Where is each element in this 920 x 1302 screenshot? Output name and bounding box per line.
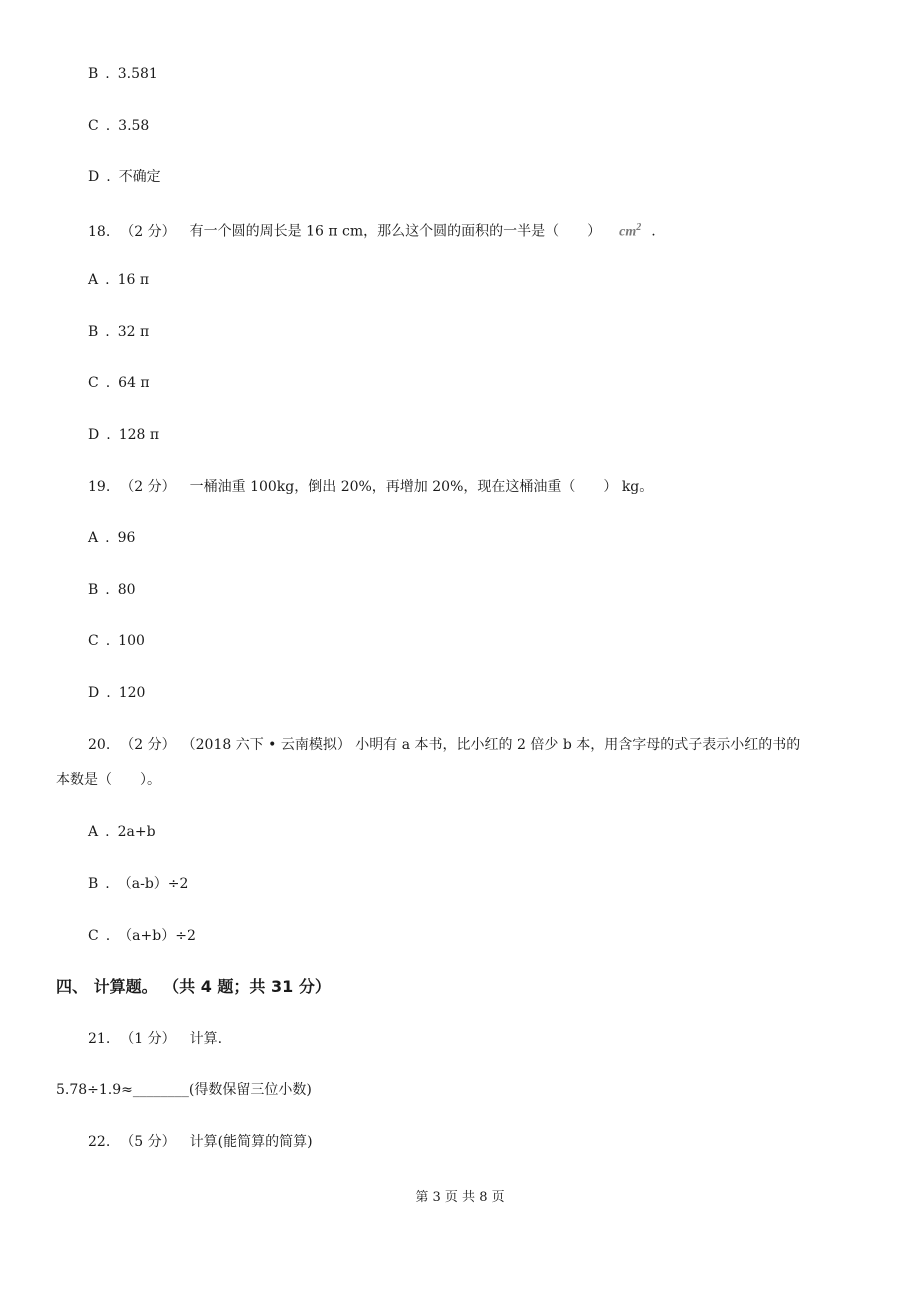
question-number: 18. <box>88 223 111 240</box>
q17-option-d: D . 不确定 <box>88 169 161 185</box>
question-number: 20. <box>88 737 111 753</box>
question-text: （2018 六下 • 云南模拟） 小明有 a 本书，比小红的 2 倍少 b 本，用含字母的式子表示小红的书的 <box>181 737 801 753</box>
q18-option-d: D . 128 π <box>88 427 160 443</box>
question-tail: . <box>651 223 656 240</box>
q18-option-a: A . 16 π <box>88 272 150 288</box>
q18-option-b: B . 32 π <box>88 324 150 340</box>
q22-stem <box>88 1132 313 1152</box>
option-letter: A <box>88 530 99 546</box>
q20-option-b: B . （a-b）÷2 <box>88 876 189 892</box>
option-text: 96 <box>117 530 136 546</box>
page-footer: 第 3 页 共 8 页 <box>415 1190 505 1205</box>
option-letter: A <box>88 272 99 288</box>
option-text: 80 <box>117 582 136 598</box>
q17-option-b: B . 3.581 <box>88 66 158 82</box>
question-text-continued: 本数是（ ）。 <box>56 772 161 788</box>
option-text: 64 π <box>118 375 150 391</box>
question-text: 计算(能简算的简算) <box>189 1134 313 1150</box>
option-letter: B <box>88 324 99 340</box>
q20-option-c: C . （a+b）÷2 <box>88 928 196 944</box>
option-letter: C <box>88 118 99 134</box>
q19-option-c: C . 100 <box>88 633 145 649</box>
option-text: 128 π <box>118 427 160 443</box>
option-text: 3.58 <box>118 118 150 134</box>
question-text: 计算. <box>189 1031 223 1047</box>
q19-option-b: B . 80 <box>88 582 136 598</box>
q21-expression: 5.78÷1.9≈________(得数保留三位小数) <box>56 1082 312 1098</box>
option-letter: D <box>88 169 100 185</box>
question-score: （5 分） <box>120 1134 176 1150</box>
option-letter: B <box>88 582 99 598</box>
question-score: （1 分） <box>120 1031 176 1047</box>
option-letter: B <box>88 66 99 82</box>
option-text: 2a+b <box>117 824 156 840</box>
option-text: 120 <box>118 685 146 701</box>
question-number: 19. <box>88 479 111 495</box>
option-text: （a-b）÷2 <box>117 876 189 892</box>
question-score: （2 分） <box>120 737 176 753</box>
option-text: 16 π <box>117 272 150 288</box>
option-letter: D <box>88 427 100 443</box>
q17-option-c: C . 3.58 <box>88 118 150 134</box>
option-text: （a+b）÷2 <box>118 928 196 944</box>
option-letter: C <box>88 928 99 944</box>
option-letter: B <box>88 876 99 892</box>
option-text: 不确定 <box>118 169 161 185</box>
question-text: 一桶油重 100kg，倒出 20%，再增加 20%，现在这桶油重（ ） kg。 <box>189 479 654 495</box>
q18-option-c: C . 64 π <box>88 375 150 391</box>
option-letter: C <box>88 633 99 649</box>
unit-cm2-image: $cm^2$ <box>619 222 642 240</box>
question-score: （2 分） <box>120 479 176 495</box>
question-number: 21. <box>88 1031 111 1047</box>
option-text: 100 <box>118 633 145 649</box>
q19-option-d: D . 120 <box>88 685 146 701</box>
q19-option-a: A . 96 <box>88 530 136 546</box>
q18-stem <box>88 218 656 243</box>
section-heading: 四、 计算题。 （共 4 题；共 31 分） <box>56 977 331 996</box>
option-letter: D <box>88 685 100 701</box>
question-text: 有一个圆的周长是 16 π cm，那么这个圆的面积的一半是（ ） <box>189 223 602 240</box>
option-letter: C <box>88 375 99 391</box>
q20-stem-line1 <box>88 735 800 755</box>
q21-stem <box>88 1029 222 1049</box>
question-score: （2 分） <box>120 223 176 240</box>
q20-option-a: A . 2a+b <box>88 824 156 840</box>
q20-stem-line2 <box>56 770 161 790</box>
q19-stem <box>88 477 653 497</box>
option-letter: A <box>88 824 99 840</box>
option-text: 32 π <box>117 324 150 340</box>
option-text: 3.581 <box>117 66 158 82</box>
question-number: 22. <box>88 1134 111 1150</box>
